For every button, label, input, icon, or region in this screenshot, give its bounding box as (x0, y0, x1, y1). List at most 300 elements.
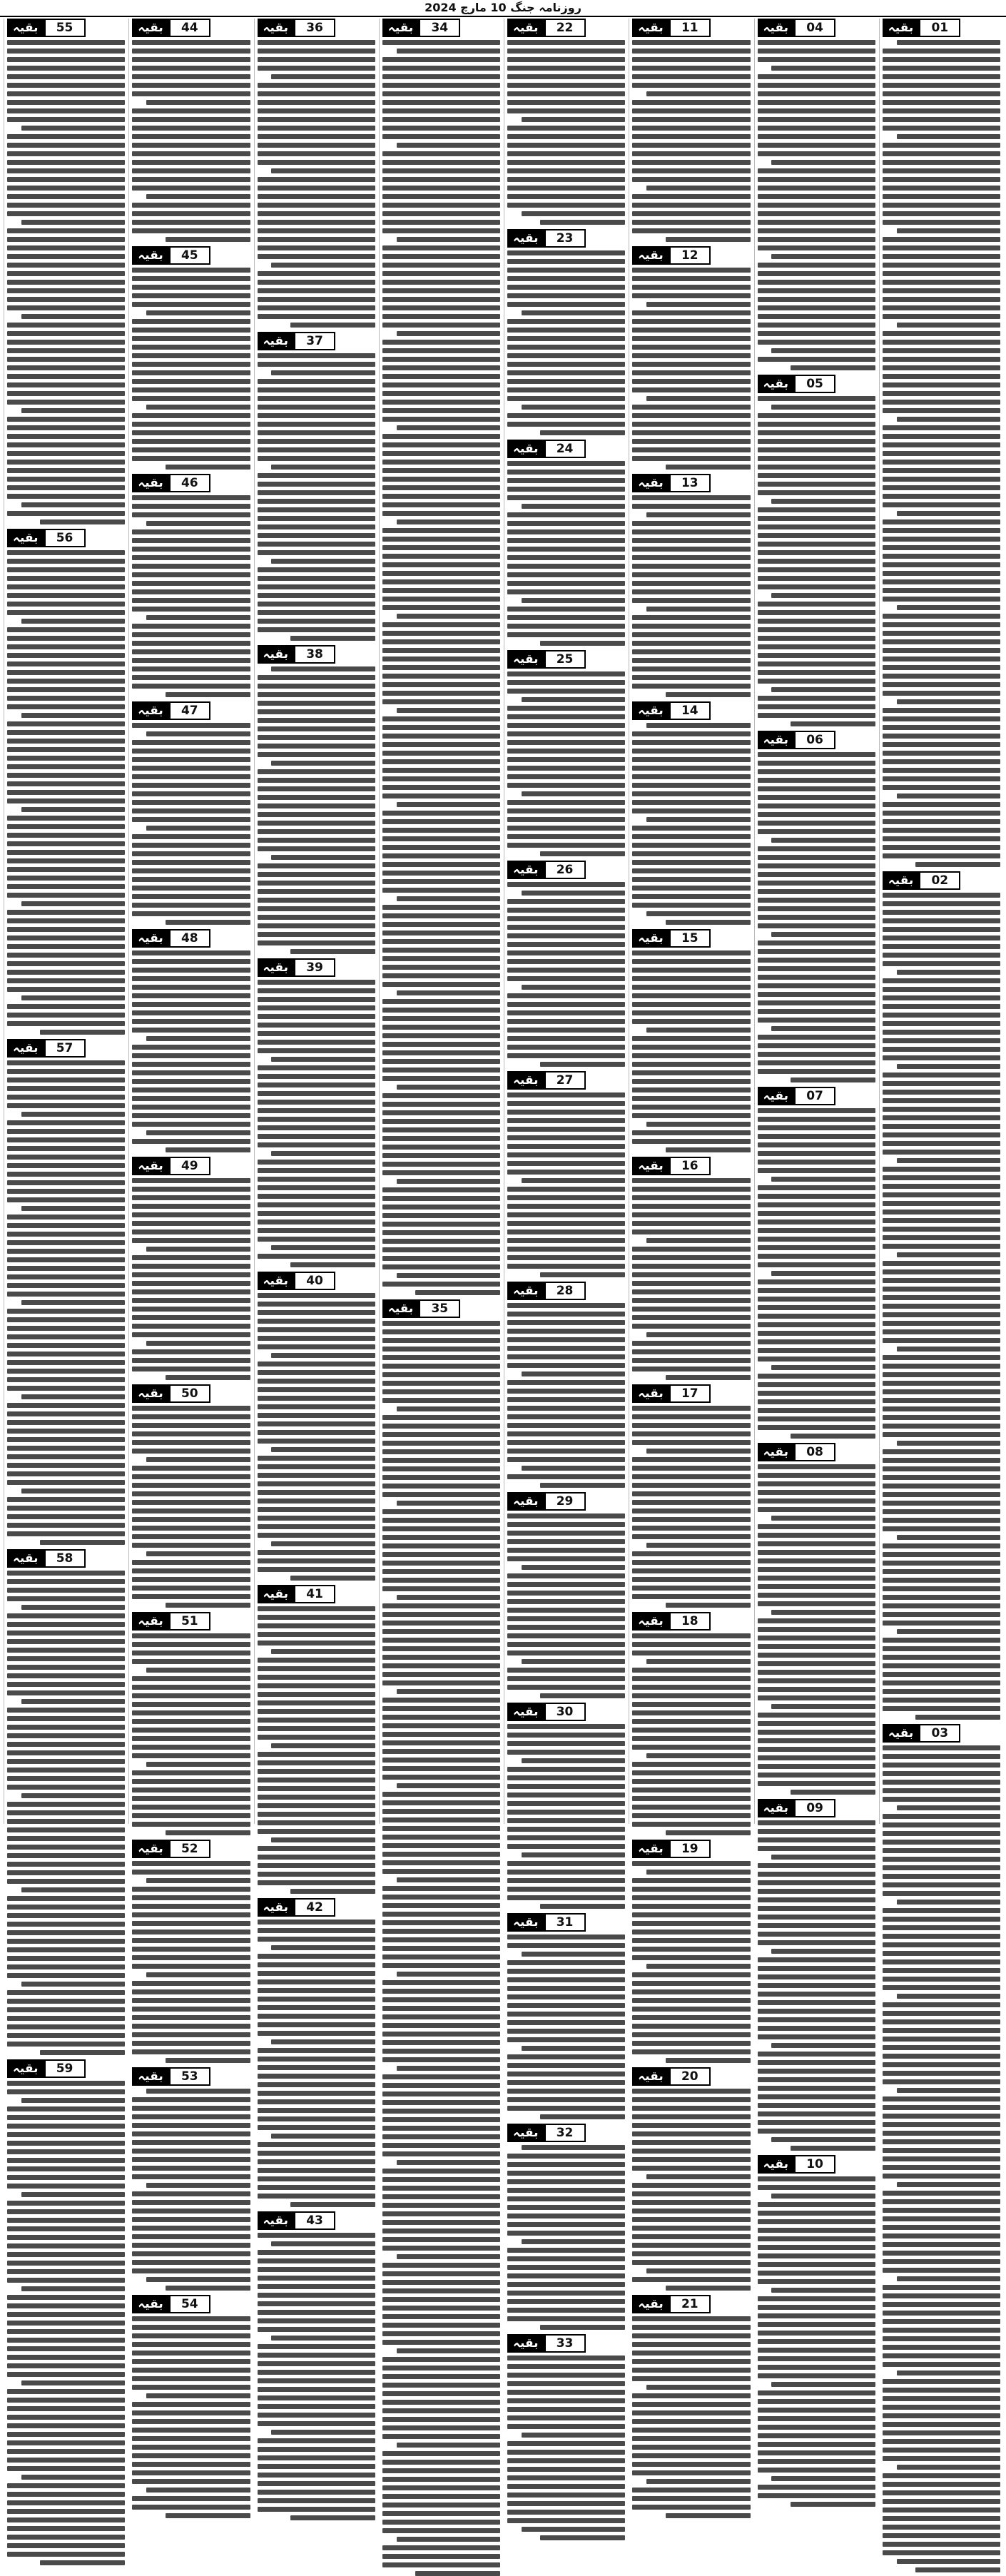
continuation-number: 02 (919, 871, 960, 890)
continuation-number: 32 (544, 2124, 586, 2142)
continuation-block (507, 19, 625, 225)
continuation-block (132, 1157, 250, 1380)
body-text (632, 40, 750, 242)
continuation-block (632, 1384, 750, 1608)
body-text (258, 666, 375, 954)
continuation-label: بقیہ (258, 958, 295, 977)
continuation-label: بقیہ (258, 19, 295, 37)
column-2 (754, 19, 878, 2171)
body-text (758, 1820, 875, 2151)
body-text (632, 495, 750, 697)
continuation-block (7, 1039, 125, 1545)
continuation-number: 30 (544, 1703, 586, 1721)
body-text (758, 1108, 875, 1439)
continuation-block (132, 2067, 250, 2291)
continuation-block (258, 332, 375, 641)
continuation-number: 54 (169, 2295, 210, 2313)
continuation-label: بقیہ (632, 2295, 669, 2313)
body-text (883, 1745, 1000, 2572)
continuation-number: 53 (169, 2067, 210, 2086)
body-text (632, 268, 750, 470)
continuation-number: 20 (669, 2067, 711, 2086)
continuation-block (7, 529, 125, 1035)
continuation-tag (132, 2295, 250, 2313)
continuation-tag (258, 19, 375, 37)
body-text (758, 752, 875, 1082)
column-6 (254, 19, 378, 2228)
continuation-number: 55 (44, 19, 86, 37)
continuation-number: 25 (544, 650, 586, 669)
continuation-block (507, 1913, 625, 2119)
body-text (507, 40, 625, 225)
continuation-label: بقیہ (507, 1282, 544, 1300)
continuation-label: بقیہ (507, 19, 544, 37)
body-text (758, 1464, 875, 1795)
continuation-number: 23 (544, 229, 586, 248)
continuation-label: بقیہ (132, 701, 169, 720)
continuation-label: بقیہ (132, 929, 169, 948)
continuation-block (758, 1799, 875, 2151)
continuation-number: 50 (169, 1384, 210, 1403)
continuation-tag (132, 474, 250, 492)
continuation-number: 38 (294, 645, 335, 664)
body-text (507, 2145, 625, 2330)
continuation-number: 35 (419, 1299, 460, 1318)
continuation-label: بقیہ (758, 731, 795, 749)
continuation-block (758, 375, 875, 726)
body-text (632, 1861, 750, 2063)
continuation-tag (507, 440, 625, 458)
continuation-tag (758, 731, 875, 749)
continuation-number: 33 (544, 2334, 586, 2353)
continuation-block (632, 929, 750, 1152)
continuation-label: بقیہ (132, 19, 169, 37)
continuation-label: بقیہ (507, 2124, 544, 2142)
continuation-number: 12 (669, 246, 711, 265)
continuation-number: 42 (294, 1898, 335, 1917)
continuation-number: 41 (294, 1585, 335, 1603)
body-text (258, 1293, 375, 1581)
continuation-tag (883, 871, 1000, 890)
continuation-label: بقیہ (7, 1039, 44, 1058)
continuation-block (507, 1492, 625, 1698)
continuation-number: 43 (294, 2211, 335, 2230)
continuation-block (632, 1840, 750, 2063)
continuation-number: 07 (794, 1087, 835, 1105)
continuation-block (507, 1282, 625, 1488)
continuation-label: بقیہ (883, 19, 920, 37)
body-text (7, 1060, 125, 1545)
continuation-label: بقیہ (507, 1703, 544, 1721)
body-text (258, 1606, 375, 1894)
continuation-tag (758, 19, 875, 37)
continuation-tag (507, 1492, 625, 1511)
continuation-label: بقیہ (758, 1443, 795, 1461)
continuation-label: بقیہ (258, 332, 295, 350)
continuation-tag (507, 1703, 625, 1721)
body-text (132, 1406, 250, 1608)
column-1 (879, 19, 1003, 1824)
continuation-number: 21 (669, 2295, 711, 2313)
continuation-block (507, 861, 625, 1067)
continuation-number: 13 (669, 474, 711, 492)
continuation-block (758, 1443, 875, 1795)
continuation-tag (507, 19, 625, 37)
continuation-tag (132, 929, 250, 948)
continuation-number: 56 (44, 529, 86, 547)
continuation-block (132, 2295, 250, 2518)
continuation-tag (507, 1282, 625, 1300)
continuation-label: بقیہ (632, 929, 669, 948)
continuation-tag (632, 246, 750, 265)
body-text (258, 980, 375, 1267)
continuation-label: بقیہ (7, 19, 44, 37)
body-text (7, 40, 125, 524)
continuation-number: 09 (794, 1799, 835, 1817)
continuation-number: 58 (44, 1549, 86, 1568)
continuation-number: 14 (669, 701, 711, 720)
continuation-block (632, 2295, 750, 2518)
continuation-number: 36 (294, 19, 335, 37)
continuation-number: 47 (169, 701, 210, 720)
continuation-block (132, 1384, 250, 1608)
continuation-label: بقیہ (758, 19, 795, 37)
continuation-tag (132, 701, 250, 720)
continuation-number: 10 (794, 2155, 835, 2174)
body-text (382, 40, 500, 1295)
column-5 (379, 19, 503, 1824)
continuation-label: بقیہ (382, 19, 420, 37)
continuation-block (382, 19, 500, 1295)
body-text (507, 882, 625, 1067)
body-text (258, 2233, 375, 2520)
continuation-block (258, 2211, 375, 2520)
continuation-block (632, 1612, 750, 1835)
continuation-block (132, 1612, 250, 1835)
body-text (132, 268, 250, 470)
continuation-label: بقیہ (132, 2295, 169, 2313)
continuation-label: بقیہ (883, 871, 920, 890)
continuation-tag (7, 19, 125, 37)
continuation-tag (7, 2059, 125, 2078)
continuation-tag (507, 650, 625, 669)
continuation-tag (632, 1157, 750, 1175)
continuation-block (883, 19, 1000, 867)
continuation-tag (132, 1612, 250, 1631)
body-text (507, 671, 625, 856)
masthead (0, 0, 1006, 17)
continuation-label: بقیہ (258, 645, 295, 664)
continuation-label: بقیہ (258, 1272, 295, 1290)
continuation-tag (632, 701, 750, 720)
continuation-label: بقیہ (632, 19, 669, 37)
continuation-tag (7, 1549, 125, 1568)
continuation-label: بقیہ (758, 1799, 795, 1817)
body-text (7, 1571, 125, 2055)
continuation-label: بقیہ (758, 1087, 795, 1105)
body-text (632, 950, 750, 1152)
body-text (883, 893, 1000, 1720)
continuation-block (258, 645, 375, 954)
continuation-block (758, 731, 875, 1082)
continuation-number: 03 (919, 1724, 960, 1743)
continuation-label: بقیہ (632, 1157, 669, 1175)
continuation-label: بقیہ (632, 474, 669, 492)
continuation-block (507, 229, 625, 435)
continuation-tag (758, 375, 875, 393)
continuation-block (883, 871, 1000, 1720)
continuation-block (632, 2067, 750, 2291)
body-text (507, 1724, 625, 1909)
body-text (132, 1861, 250, 2063)
continuation-block (758, 2155, 875, 2507)
continuation-block (382, 1299, 500, 2576)
continuation-label: بقیہ (7, 529, 44, 547)
continuation-block (507, 2334, 625, 2540)
body-text (132, 723, 250, 925)
continuation-number: 51 (169, 1612, 210, 1631)
continuation-label: بقیہ (632, 1840, 669, 1858)
continuation-block (507, 650, 625, 856)
continuation-label: بقیہ (258, 1585, 295, 1603)
continuation-tag (758, 1799, 875, 1817)
continuation-number: 52 (169, 1840, 210, 1858)
body-text (132, 40, 250, 242)
continuation-block (132, 929, 250, 1152)
continuation-tag (382, 1299, 500, 1318)
continuation-label: بقیہ (258, 2211, 295, 2230)
continuation-number: 17 (669, 1384, 711, 1403)
continuation-tag (632, 19, 750, 37)
body-text (632, 2089, 750, 2291)
continuation-block (758, 19, 875, 370)
continuation-tag (507, 229, 625, 248)
continuation-block (507, 440, 625, 646)
continuation-tag (258, 1272, 375, 1290)
continuation-number: 34 (419, 19, 460, 37)
continuation-label: بقیہ (883, 1724, 920, 1743)
continuation-label: بقیہ (507, 1913, 544, 1932)
body-text (632, 723, 750, 925)
continuation-block (258, 1898, 375, 2207)
continuation-block (258, 1272, 375, 1581)
continuation-label: بقیہ (258, 1898, 295, 1917)
continuation-tag (7, 529, 125, 547)
column-3 (629, 19, 753, 2311)
continuation-tag (258, 2211, 375, 2230)
body-text (132, 950, 250, 1152)
continuation-label: بقیہ (132, 474, 169, 492)
continuation-label: بقیہ (132, 2067, 169, 2086)
continuation-number: 46 (169, 474, 210, 492)
continuation-block (7, 19, 125, 524)
masthead-title: روزنامہ جنگ 10 مارچ 2024 (425, 1, 581, 14)
continuation-tag (258, 1585, 375, 1603)
continuation-number: 28 (544, 1282, 586, 1300)
body-text (632, 1178, 750, 1380)
continuation-number: 16 (669, 1157, 711, 1175)
continuation-number: 19 (669, 1840, 711, 1858)
body-text (507, 1934, 625, 2119)
continuation-label: بقیہ (758, 2155, 795, 2174)
continuation-number: 39 (294, 958, 335, 977)
continuation-tag (507, 2334, 625, 2353)
continuation-block (632, 19, 750, 242)
continuation-label: بقیہ (132, 1384, 169, 1403)
continuation-label: بقیہ (132, 1612, 169, 1631)
continuation-tag (258, 958, 375, 977)
continuation-number: 04 (794, 19, 835, 37)
continuation-block (632, 246, 750, 470)
newspaper-columns (3, 19, 1003, 2351)
continuation-block (883, 1724, 1000, 2572)
continuation-tag (132, 1157, 250, 1175)
continuation-block (632, 701, 750, 925)
body-text (507, 1303, 625, 1488)
body-text (507, 250, 625, 435)
continuation-block (632, 1157, 750, 1380)
body-text (507, 2356, 625, 2540)
continuation-tag (258, 332, 375, 350)
body-text (758, 2176, 875, 2507)
body-text (507, 461, 625, 646)
continuation-number: 49 (169, 1157, 210, 1175)
continuation-block (132, 19, 250, 242)
continuation-number: 57 (44, 1039, 86, 1058)
continuation-tag (258, 645, 375, 664)
continuation-label: بقیہ (507, 440, 544, 458)
continuation-tag (507, 1071, 625, 1090)
body-text (258, 1920, 375, 2207)
continuation-label: بقیہ (632, 2067, 669, 2086)
continuation-label: بقیہ (7, 1549, 44, 1568)
column-4 (504, 19, 628, 2351)
continuation-label: بقیہ (632, 246, 669, 265)
continuation-label: بقیہ (7, 2059, 44, 2078)
continuation-tag (632, 2295, 750, 2313)
continuation-number: 15 (669, 929, 711, 948)
continuation-number: 18 (669, 1612, 711, 1631)
continuation-label: بقیہ (507, 1492, 544, 1511)
body-text (382, 1321, 500, 2576)
continuation-number: 44 (169, 19, 210, 37)
continuation-tag (258, 1898, 375, 1917)
continuation-number: 26 (544, 861, 586, 879)
body-text (7, 550, 125, 1035)
continuation-label: بقیہ (632, 1384, 669, 1403)
continuation-tag (758, 1087, 875, 1105)
continuation-tag (132, 2067, 250, 2086)
continuation-number: 01 (919, 19, 960, 37)
continuation-label: بقیہ (132, 246, 169, 265)
continuation-number: 08 (794, 1443, 835, 1461)
continuation-block (132, 474, 250, 697)
body-text (883, 40, 1000, 867)
continuation-tag (632, 1384, 750, 1403)
continuation-block (7, 1549, 125, 2055)
continuation-label: بقیہ (507, 861, 544, 879)
continuation-number: 45 (169, 246, 210, 265)
continuation-number: 31 (544, 1913, 586, 1932)
continuation-number: 05 (794, 375, 835, 393)
continuation-number: 37 (294, 332, 335, 350)
continuation-number: 40 (294, 1272, 335, 1290)
column-7 (128, 19, 253, 2311)
continuation-tag (132, 1840, 250, 1858)
continuation-label: بقیہ (632, 1612, 669, 1631)
body-text (507, 1513, 625, 1698)
continuation-block (758, 1087, 875, 1439)
body-text (632, 1633, 750, 1835)
continuation-tag (632, 1840, 750, 1858)
continuation-label: بقیہ (132, 1840, 169, 1858)
continuation-number: 11 (669, 19, 711, 37)
continuation-tag (632, 1612, 750, 1631)
column-8 (4, 19, 128, 2076)
body-text (258, 353, 375, 641)
continuation-tag (382, 19, 500, 37)
continuation-block (632, 474, 750, 697)
continuation-number: 22 (544, 19, 586, 37)
continuation-tag (132, 1384, 250, 1403)
continuation-block (258, 958, 375, 1267)
body-text (258, 40, 375, 328)
continuation-tag (758, 1443, 875, 1461)
continuation-label: بقیہ (382, 1299, 420, 1318)
body-text (758, 396, 875, 726)
continuation-tag (507, 2124, 625, 2142)
continuation-tag (883, 1724, 1000, 1743)
continuation-block (507, 1071, 625, 1277)
body-text (507, 1092, 625, 1277)
continuation-tag (632, 474, 750, 492)
continuation-label: بقیہ (507, 1071, 544, 1090)
continuation-number: 48 (169, 929, 210, 948)
continuation-block (258, 19, 375, 328)
continuation-label: بقیہ (632, 701, 669, 720)
continuation-number: 59 (44, 2059, 86, 2078)
continuation-tag (883, 19, 1000, 37)
body-text (632, 1406, 750, 1608)
continuation-number: 24 (544, 440, 586, 458)
continuation-label: بقیہ (507, 229, 544, 248)
continuation-block (7, 2059, 125, 2565)
body-text (132, 495, 250, 697)
continuation-block (258, 1585, 375, 1894)
continuation-tag (632, 2067, 750, 2086)
continuation-tag (758, 2155, 875, 2174)
body-text (132, 2316, 250, 2518)
continuation-label: بقیہ (507, 2334, 544, 2353)
continuation-tag (132, 19, 250, 37)
continuation-tag (7, 1039, 125, 1058)
body-text (132, 1633, 250, 1835)
continuation-block (132, 246, 250, 470)
continuation-tag (507, 1913, 625, 1932)
continuation-block (507, 1703, 625, 1909)
continuation-block (507, 2124, 625, 2330)
continuation-label: بقیہ (507, 650, 544, 669)
body-text (632, 2316, 750, 2518)
body-text (758, 40, 875, 370)
continuation-tag (132, 246, 250, 265)
body-text (132, 1178, 250, 1380)
continuation-tag (632, 929, 750, 948)
continuation-label: بقیہ (758, 375, 795, 393)
continuation-number: 06 (794, 731, 835, 749)
continuation-block (132, 1840, 250, 2063)
continuation-label: بقیہ (132, 1157, 169, 1175)
